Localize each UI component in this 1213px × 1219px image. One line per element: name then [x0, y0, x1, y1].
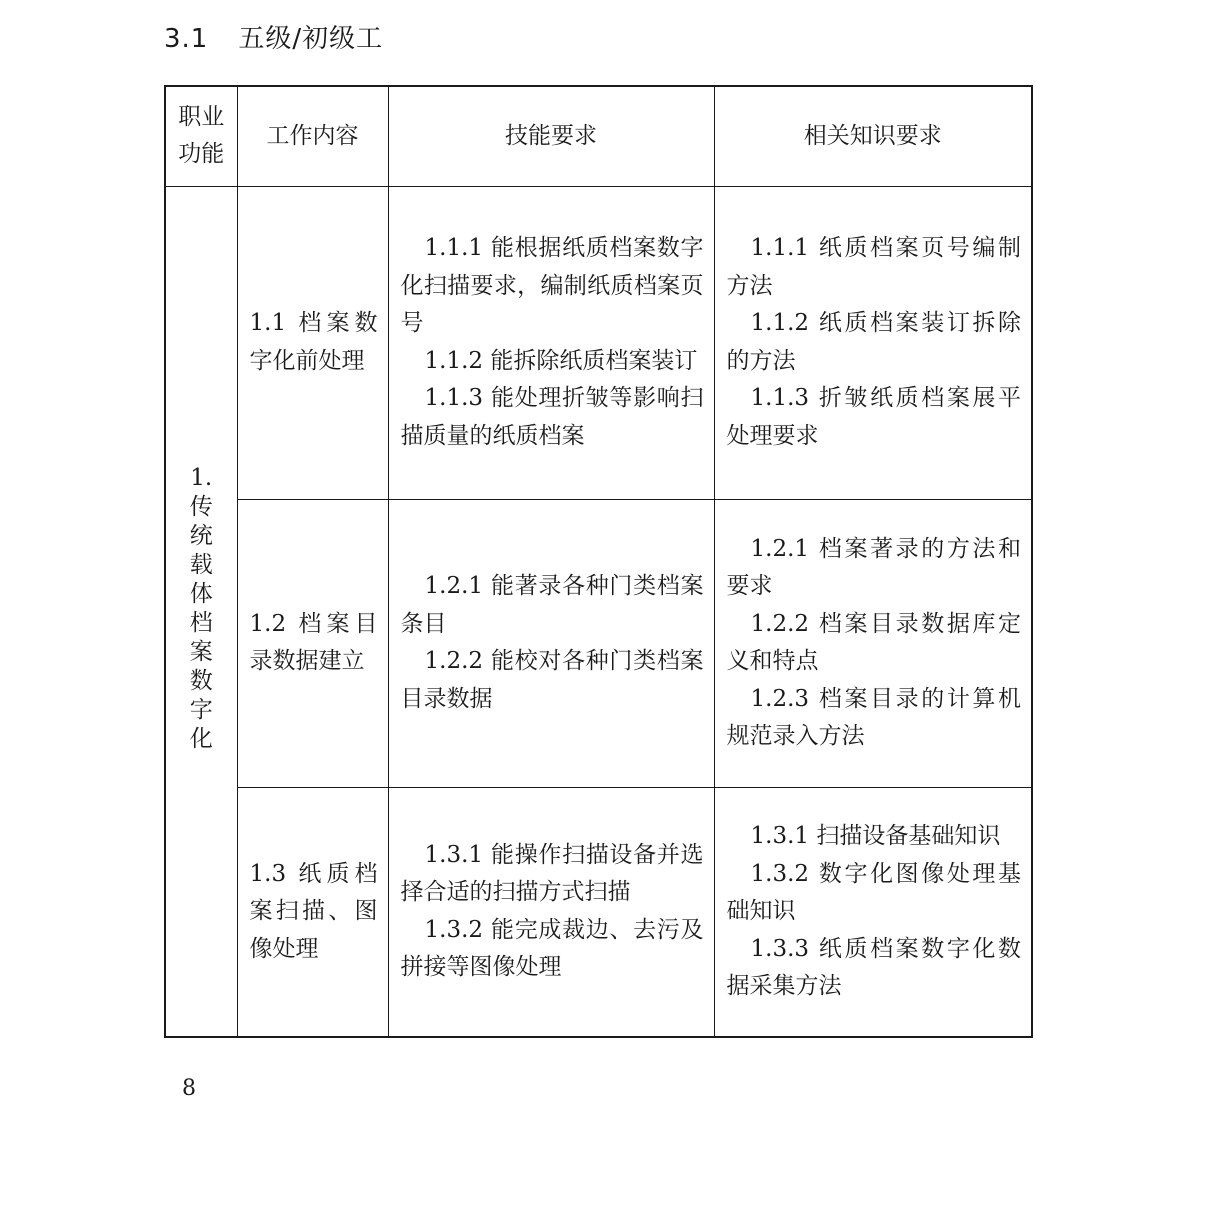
- content-cell: 1.2 档案目录数据建立: [237, 499, 388, 787]
- header-skills: 技能要求: [388, 86, 714, 186]
- function-cell: [165, 186, 237, 1037]
- knowledge-item: 1.3.1 扫描设备基础知识: [750, 823, 1001, 849]
- skills-cell: [388, 787, 714, 1037]
- skill-item: 1.3.1 能操作扫描设备并选择合适的扫描方式扫描: [400, 841, 704, 906]
- content-cell: 1.3 纸质档案扫描、图像处理: [237, 787, 388, 1037]
- header-function: 职业功能: [165, 86, 237, 186]
- knowledge-item: 1.2.3 档案目录的计算机规范录入方法: [726, 685, 1021, 749]
- skill-item: 1.1.3 能处理折皱等影响扫描质量的纸质档案: [400, 385, 704, 449]
- table-row: [165, 186, 1032, 499]
- section-number: 3.1: [164, 24, 209, 54]
- knowledge-item: 1.1.2 纸质档案装订拆除的方法: [726, 310, 1021, 374]
- function-label: 1. 传统载体档案数字化: [189, 465, 213, 752]
- header-content: 工作内容: [237, 86, 388, 186]
- skill-item: 1.2.2 能校对各种门类档案目录数据: [400, 648, 704, 712]
- knowledge-item: 1.1.3 折皱纸质档案展平处理要求: [726, 385, 1021, 449]
- skill-item: 1.3.2 能完成裁边、去污及拼接等图像处理: [400, 916, 704, 981]
- section-title: [164, 18, 383, 55]
- content-cell: 1.1 档案数字化前处理: [237, 186, 388, 499]
- skills-standard-table: [164, 85, 1033, 1038]
- table-row: [165, 787, 1032, 1037]
- skill-item: 1.2.1 能著录各种门类档案条目: [400, 573, 704, 637]
- skill-item: 1.1.2 能拆除纸质档案装订: [424, 347, 698, 374]
- skills-cell: [388, 499, 714, 787]
- knowledge-item: 1.3.3 纸质档案数字化数据采集方法: [726, 935, 1021, 999]
- table-header-row: [165, 86, 1032, 186]
- skills-cell: [388, 186, 714, 499]
- section-heading: 五级/初级工: [238, 24, 384, 54]
- knowledge-item: 1.2.2 档案目录数据库定义和特点: [726, 610, 1021, 674]
- knowledge-cell: [714, 787, 1032, 1037]
- knowledge-cell: [714, 186, 1032, 499]
- skill-item: 1.1.1 能根据纸质档案数字化扫描要求，编制纸质档案页号: [400, 235, 704, 336]
- knowledge-item: 1.3.2 数字化图像处理基础知识: [726, 860, 1021, 924]
- page-number: 8: [182, 1076, 196, 1101]
- knowledge-cell: [714, 499, 1032, 787]
- knowledge-item: 1.1.1 纸质档案页号编制方法: [726, 235, 1021, 299]
- header-knowledge: 相关知识要求: [714, 86, 1032, 186]
- table-row: [165, 499, 1032, 787]
- knowledge-item: 1.2.1 档案著录的方法和要求: [726, 535, 1021, 599]
